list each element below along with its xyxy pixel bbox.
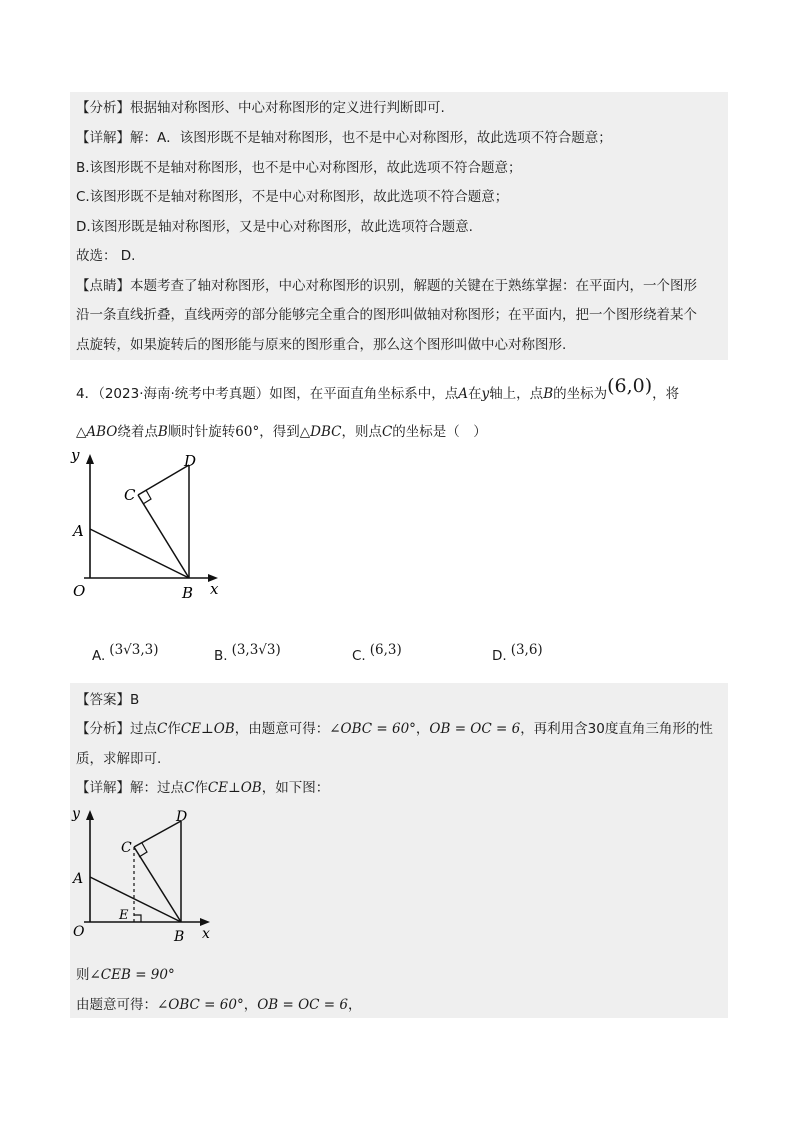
option-c-label: C. <box>352 648 366 664</box>
label-d: D <box>176 809 188 825</box>
option-b-value: (3,3√3) <box>231 642 281 658</box>
label-c: C <box>124 486 136 504</box>
answer-text: ，如下图： <box>261 780 330 796</box>
angle-ceb: ∠CEB = 90° <box>89 967 175 983</box>
detail-line-c: C.该图形既不是轴对称图形，不是中心对称图形，故此选项不符合题意； <box>76 189 509 205</box>
comment-line-2: 沿一条直线折叠，直线两旁的部分能够完全重合的图形叫做轴对称图形；在平面内，把一个图形绕着某个 <box>76 307 697 323</box>
option-c[interactable] <box>352 642 402 664</box>
label-d: D <box>184 452 197 470</box>
choice-line: 故选： D. <box>76 248 136 264</box>
question-figure <box>66 448 226 608</box>
question-text: 的坐标是（ ） <box>392 424 487 440</box>
option-d-value: (3,6) <box>510 642 543 658</box>
rotation-angle: 60° <box>235 424 260 440</box>
ob-equals-oc: OB = OC = 6 <box>257 997 348 1013</box>
x-axis-arrow <box>200 918 210 926</box>
question-text: 如图，在平面直角坐标系中，点 <box>269 386 459 402</box>
point-c-label: C <box>184 780 195 796</box>
detail-line-b: B.该图形既不是轴对称图形，也不是中心对称图形，故此选项不符合题意； <box>76 160 522 176</box>
answer-text: 由题意可得： <box>76 997 157 1013</box>
option-c-value: (6,3) <box>369 642 402 658</box>
label-x: x <box>210 580 219 598</box>
label-b: B <box>182 584 194 602</box>
label-b: B <box>174 929 185 945</box>
answer-text: 作 <box>167 721 181 737</box>
right-angle-mark-c <box>139 843 147 857</box>
y-axis-arrow <box>86 454 94 464</box>
answer-text: ， <box>415 721 430 737</box>
right-angle-mark-e <box>134 915 141 922</box>
question-text: ，将 <box>652 386 680 402</box>
question-number: 4． <box>76 386 99 402</box>
question-text: 的坐标为 <box>553 386 608 402</box>
triangle-dbc: △DBC <box>299 424 342 440</box>
point-b-label: B <box>543 386 554 402</box>
given-line <box>76 995 361 1015</box>
point-b-label: B <box>157 424 168 440</box>
ob-equals-oc: OB = OC = 6 <box>429 721 521 737</box>
label-o: O <box>73 924 85 940</box>
question-text: 顺时针旋转 <box>167 424 236 440</box>
answer-analysis-line-1 <box>76 719 713 739</box>
point-a-label: A <box>458 386 469 402</box>
answer-text: 作 <box>194 780 208 796</box>
question-text: ，得到 <box>259 424 300 440</box>
answer-text: 【详解】解：过点 <box>76 780 184 796</box>
question-text: 绕着点 <box>117 424 158 440</box>
answer-detail-line <box>76 778 329 798</box>
comment-line-1: 【点睛】本题考查了轴对称图形，中心对称图形的识别，解题的关键在于熟练掌握：在平面内，一个图形 <box>76 278 697 294</box>
option-d-label: D. <box>492 648 507 664</box>
point-c-label: C <box>381 424 393 440</box>
option-b[interactable] <box>214 642 281 664</box>
y-axis-arrow <box>86 810 94 820</box>
answer-text: 【分析】过点 <box>76 721 157 737</box>
answer-text: ， <box>243 997 258 1013</box>
question-text: 轴上，点 <box>489 386 544 402</box>
coord-b: (6,0) <box>607 375 653 397</box>
question-text: ，则点 <box>341 424 382 440</box>
label-a: A <box>73 522 84 540</box>
question-source: （2023·海南·统考中考真题） <box>98 386 270 402</box>
answer-text: ，再利用含30度直角三角形的性 <box>520 721 713 737</box>
option-d[interactable] <box>492 642 543 664</box>
label-a: A <box>73 871 84 887</box>
option-b-label: B. <box>214 648 228 664</box>
question-text: 在 <box>468 386 482 402</box>
ce-perp-ob: CE⊥OB <box>180 721 235 737</box>
segment-cd <box>134 821 181 847</box>
ce-perp-ob: CE⊥OB <box>207 780 262 796</box>
solution-figure <box>66 802 226 952</box>
answer-text: 则 <box>76 967 90 983</box>
angle-obc: ∠OBC = 60° <box>157 997 244 1013</box>
then-line <box>76 965 175 985</box>
angle-obc: ∠OBC = 60° <box>329 721 416 737</box>
detail-line-d: D.该图形既是轴对称图形，又是中心对称图形，故此选项符合题意. <box>76 219 473 235</box>
label-o: O <box>73 582 86 600</box>
comment-line-3: 点旋转，如果旋转后的图形能与原来的图形重合，那么这个图形叫做中心对称图形. <box>76 337 567 353</box>
label-e: E <box>119 908 129 923</box>
question-line-1 <box>76 375 680 404</box>
detail-line-a: 【详解】解：A．该图形既不是轴对称图形，也不是中心对称图形，故此选项不符合题意； <box>76 130 612 146</box>
answer-analysis-line-2: 质，求解即可. <box>76 751 162 767</box>
option-a-label: A. <box>92 648 106 664</box>
triangle-abo: △ABO <box>76 424 118 440</box>
label-y: y <box>71 448 80 464</box>
answer-text: ，由题意可得： <box>234 721 330 737</box>
answer-text: ， <box>347 997 362 1013</box>
question-line-2 <box>76 422 487 442</box>
option-a-value: (3√3,3) <box>109 642 159 658</box>
answer-line: 【答案】B <box>76 692 140 708</box>
axis-y-label: y <box>481 386 490 402</box>
label-y: y <box>72 806 80 822</box>
label-c: C <box>121 840 132 856</box>
option-a[interactable] <box>92 642 159 664</box>
analysis-line: 【分析】根据轴对称图形、中心对称图形的定义进行判断即可. <box>76 100 445 116</box>
point-c-label: C <box>157 721 168 737</box>
label-x: x <box>202 926 210 942</box>
